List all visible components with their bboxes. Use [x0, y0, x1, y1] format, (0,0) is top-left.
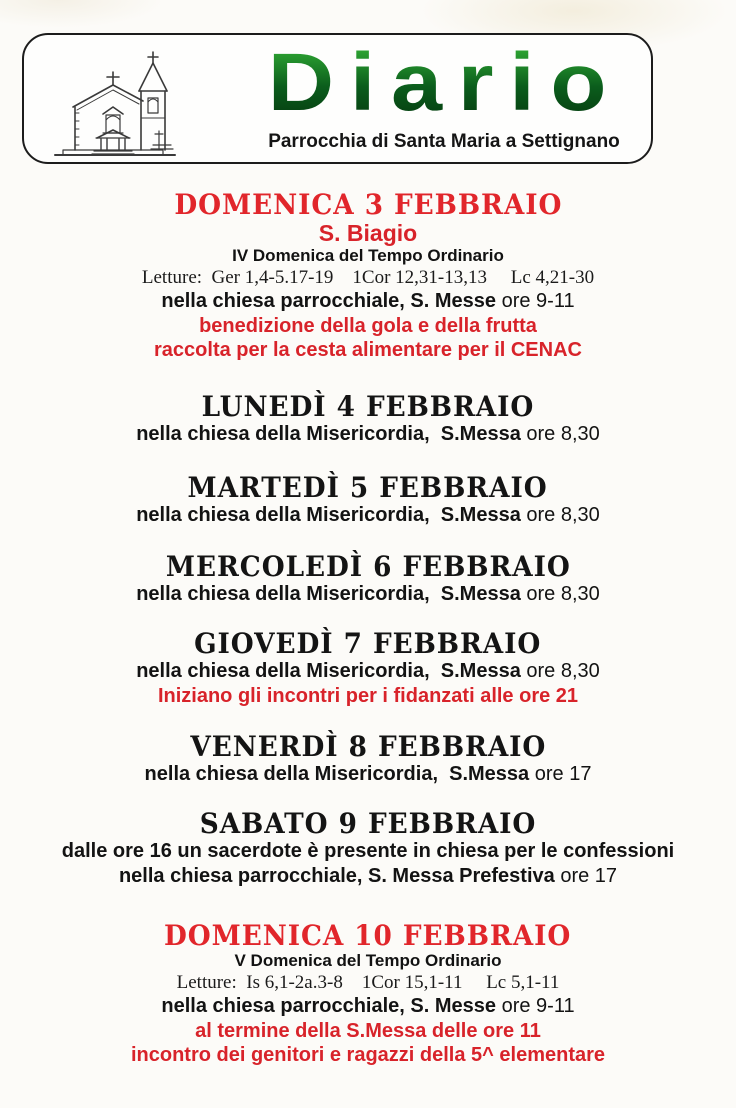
day-heading: GIOVEDÌ 7 FEBBRAIO: [194, 627, 542, 660]
day-heading: DOMENICA 3 FEBBRAIO: [174, 188, 562, 221]
mass-place: nella chiesa parrocchiale, S. Messe: [161, 290, 497, 312]
mass-line: [0, 762, 736, 787]
mass-time: ore 17: [554, 865, 618, 887]
mass-place: nella chiesa della Misericordia, S.Messa: [136, 504, 521, 526]
note-line: benedizione della gola e della frutta: [199, 315, 537, 337]
day-section-martedi-5: [0, 473, 736, 528]
mass-place: nella chiesa parrocchiale, S. Messa Prefestiva: [118, 865, 555, 887]
mass-time: ore 8,30: [520, 660, 600, 682]
mass-place: nella chiesa parrocchiale, S. Messe: [161, 995, 497, 1017]
confessions-line: dalle ore 16 un sacerdote è presente in chiesa per le confessioni: [61, 840, 675, 862]
day-section-mercoledi-6: [0, 552, 736, 607]
church-icon: [40, 41, 190, 164]
mass-line: [0, 503, 736, 528]
note-line: raccolta per la cesta alimentare per il CENAC: [154, 339, 582, 361]
mass-time: ore 17: [529, 763, 592, 785]
note-line: al termine della S.Messa delle ore 11: [195, 1020, 541, 1042]
mass-place: nella chiesa della Misericordia, S.Messa: [136, 423, 521, 445]
mass-place: nella chiesa della Misericordia, S.Messa: [136, 660, 521, 682]
day-section-giovedi-7: [0, 629, 736, 708]
masthead-banner: [22, 33, 653, 164]
liturgical-subheading: IV Domenica del Tempo Ordinario: [232, 246, 504, 265]
day-section-lunedi-4: [0, 392, 736, 447]
mass-time: ore 8,30: [520, 504, 600, 526]
mass-time: ore 8,30: [520, 583, 600, 605]
readings-line: Letture: Ger 1,4-5.17-19 1Cor 12,31-13,13 Lc 4,21-30: [141, 267, 595, 288]
readings-line: Letture: Is 6,1-2a.3-8 1Cor 15,1-11 Lc 5,1-11: [176, 972, 560, 993]
diary-content: [0, 190, 736, 1067]
mass-line: [0, 994, 736, 1019]
day-section-venerdi-8: [0, 732, 736, 787]
day-section-sabato-9: [0, 809, 736, 889]
mass-time: ore 8,30: [520, 423, 600, 445]
day-heading: DOMENICA 10 FEBBRAIO: [164, 919, 572, 952]
masthead-subtitle: Parrocchia di Santa Maria a Settignano: [268, 131, 620, 152]
mass-line: [0, 582, 736, 607]
day-heading: SABATO 9 FEBBRAIO: [199, 807, 537, 840]
mass-line: [0, 422, 736, 447]
mass-line: [0, 289, 736, 314]
saint-line: S. Biagio: [318, 220, 418, 246]
day-heading: MARTEDÌ 5 FEBBRAIO: [187, 471, 549, 504]
mass-place: nella chiesa della Misericordia, S.Messa: [136, 583, 521, 605]
mass-line: [0, 864, 736, 889]
masthead-title: Diario: [204, 41, 686, 125]
day-section-domenica-10: [0, 921, 736, 1067]
note-line: Iniziano gli incontri per i fidanzati alle ore 21: [157, 685, 579, 707]
day-heading: VENERDÌ 8 FEBBRAIO: [190, 730, 546, 763]
mass-time: ore 9-11: [496, 290, 575, 312]
liturgical-subheading: V Domenica del Tempo Ordinario: [234, 951, 502, 970]
day-heading: LUNEDÌ 4 FEBBRAIO: [201, 390, 535, 423]
mass-line: [0, 659, 736, 684]
mass-time: ore 9-11: [496, 995, 575, 1017]
day-heading: MERCOLEDÌ 6 FEBBRAIO: [165, 550, 571, 583]
mass-place: nella chiesa della Misericordia, S.Messa: [144, 763, 530, 785]
day-section-domenica-3: [0, 190, 736, 362]
note-line: incontro dei genitori e ragazzi della 5^ elementare: [130, 1044, 606, 1066]
